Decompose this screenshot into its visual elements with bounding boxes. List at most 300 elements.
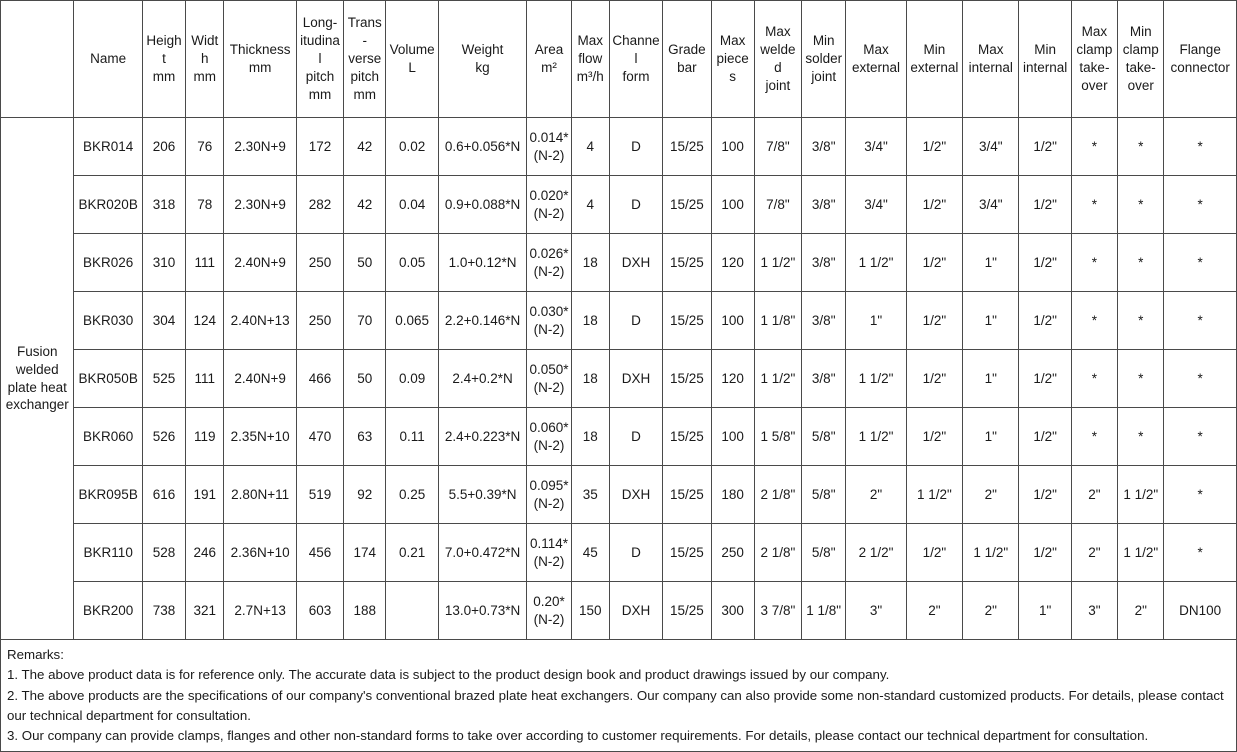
- header-area: [527, 1, 571, 118]
- table-header: [1, 1, 1237, 118]
- cell-transverse-pitch: 63: [344, 408, 386, 466]
- cell-min-solder-joint: 5/8": [802, 408, 846, 466]
- cell-name: BKR020B: [74, 176, 142, 234]
- cell-grade: 15/25: [663, 466, 711, 524]
- header-line: internal: [968, 60, 1013, 75]
- cell-longitudinal-pitch: 250: [296, 234, 343, 292]
- cell-channel-form: D: [609, 408, 662, 466]
- cell-height: 525: [142, 350, 185, 408]
- cell-max-internal: 1": [963, 350, 1019, 408]
- table-body: [1, 118, 1237, 640]
- cell-max-pieces: 100: [711, 292, 754, 350]
- header-line: verse: [348, 51, 382, 67]
- cell-area: [527, 118, 571, 176]
- header-line: form: [622, 68, 650, 84]
- header-height: [142, 1, 185, 118]
- cell-max-pieces: 250: [711, 524, 754, 582]
- remarks-section: [0, 640, 1237, 752]
- header-line: Weight: [461, 42, 504, 58]
- cell-transverse-pitch: 174: [344, 524, 386, 582]
- cell-min-external: 1/2": [906, 176, 962, 234]
- cell-width: 111: [186, 234, 224, 292]
- cell-min-external: 1/2": [906, 524, 962, 582]
- cell-channel-form: D: [609, 118, 662, 176]
- cell-height: 318: [142, 176, 185, 234]
- cell-line: 0.014*: [529, 129, 569, 145]
- cell-line: 0.020*: [529, 187, 569, 203]
- cell-channel-form: DXH: [609, 234, 662, 292]
- cell-min-internal: 1/2": [1019, 292, 1071, 350]
- cell-min-clamp: 2": [1118, 582, 1164, 640]
- cell-min-solder-joint: 1 1/8": [802, 582, 846, 640]
- cell-min-solder-joint: 5/8": [802, 466, 846, 524]
- cell-min-clamp: 1 1/2": [1118, 466, 1164, 524]
- header-line: external: [910, 60, 959, 75]
- cell-volume: 0.21: [386, 524, 438, 582]
- cell-max-internal: 3/4": [963, 118, 1019, 176]
- header-line: Min: [923, 42, 946, 58]
- cell-height: 526: [142, 408, 185, 466]
- table-row: [1, 582, 1237, 640]
- cell-max-clamp: *: [1071, 118, 1117, 176]
- header-max-pieces: [711, 1, 754, 118]
- cell-name: BKR030: [74, 292, 142, 350]
- cell-thickness: 2.80N+11: [224, 466, 296, 524]
- cell-thickness: 2.7N+13: [224, 582, 296, 640]
- cell-line: (N-2): [533, 379, 565, 395]
- header-row: [1, 1, 1237, 118]
- cell-height: 206: [142, 118, 185, 176]
- header-line: Max: [719, 33, 746, 49]
- cell-max-clamp: *: [1071, 234, 1117, 292]
- cell-max-clamp: *: [1071, 292, 1117, 350]
- cell-longitudinal-pitch: 282: [296, 176, 343, 234]
- header-line: joint: [765, 77, 791, 93]
- cell-flange: *: [1164, 524, 1237, 582]
- cell-name: BKR014: [74, 118, 142, 176]
- cell-grade: 15/25: [663, 524, 711, 582]
- cell-height: 528: [142, 524, 185, 582]
- cell-min-internal: 1": [1019, 582, 1071, 640]
- cell-max-external: 1 1/2": [846, 350, 906, 408]
- remark-item: 2. The above products are the specifications of our company's conventional brazed plate heat exchangers. Our company can also provide some non-standard customized products. For details, please contact our technical department for consultation.: [7, 687, 1224, 724]
- cell-transverse-pitch: 42: [344, 176, 386, 234]
- header-line: welded: [760, 42, 796, 75]
- header-line: Grade: [668, 42, 706, 58]
- header-line: bar: [677, 60, 697, 75]
- cell-thickness: 2.40N+9: [224, 350, 296, 408]
- cell-line: (N-2): [533, 495, 565, 511]
- cell-line: 0.050*: [529, 361, 569, 377]
- cell-thickness: 2.30N+9: [224, 118, 296, 176]
- cell-max-clamp: 3": [1071, 582, 1117, 640]
- header-volume: [386, 1, 438, 118]
- cell-max-pieces: 120: [711, 234, 754, 292]
- cell-line: 0.20*: [533, 593, 565, 609]
- header-corner-blank: [1, 1, 74, 118]
- cell-max-flow: 18: [571, 292, 609, 350]
- cell-min-internal: 1/2": [1019, 118, 1071, 176]
- header-line: mm: [308, 86, 332, 102]
- cell-max-flow: 4: [571, 118, 609, 176]
- header-line: Width: [191, 33, 219, 67]
- header-line: mm: [193, 68, 217, 84]
- cell-grade: 15/25: [663, 234, 711, 292]
- header-min-external: [906, 1, 962, 118]
- cell-width: 124: [186, 292, 224, 350]
- cell-max-welded-joint: 2 1/8": [754, 466, 801, 524]
- header-thickness: [224, 1, 296, 118]
- cell-line: (N-2): [533, 553, 565, 569]
- header-line: Max: [863, 42, 889, 58]
- header-line: solder: [805, 51, 843, 67]
- cell-max-external: 3/4": [846, 118, 906, 176]
- cell-max-flow: 35: [571, 466, 609, 524]
- cell-weight: 0.9+0.088*N: [438, 176, 527, 234]
- cell-min-solder-joint: 3/8": [802, 292, 846, 350]
- cell-max-clamp: *: [1071, 350, 1117, 408]
- cell-channel-form: D: [609, 292, 662, 350]
- cell-longitudinal-pitch: 470: [296, 408, 343, 466]
- cell-grade: 15/25: [663, 176, 711, 234]
- cell-width: 246: [186, 524, 224, 582]
- header-weight: [438, 1, 527, 118]
- cell-max-welded-joint: 1 1/2": [754, 350, 801, 408]
- table-row: [1, 408, 1237, 466]
- header-grade: [663, 1, 711, 118]
- header-line: m²: [541, 60, 557, 75]
- table-row: [1, 234, 1237, 292]
- cell-width: 191: [186, 466, 224, 524]
- cell-min-external: 1/2": [906, 118, 962, 176]
- cell-height: 738: [142, 582, 185, 640]
- cell-max-clamp: 2": [1071, 524, 1117, 582]
- header-line: m³/h: [576, 68, 604, 84]
- cell-volume: 0.04: [386, 176, 438, 234]
- cell-flange: *: [1164, 176, 1237, 234]
- cell-min-clamp: *: [1118, 118, 1164, 176]
- cell-width: 78: [186, 176, 224, 234]
- cell-max-external: 2 1/2": [846, 524, 906, 582]
- cell-longitudinal-pitch: 466: [296, 350, 343, 408]
- cell-max-pieces: 100: [711, 408, 754, 466]
- cell-max-flow: 18: [571, 234, 609, 292]
- cell-weight: 5.5+0.39*N: [438, 466, 527, 524]
- header-line: Volume: [389, 42, 435, 58]
- cell-volume: [386, 582, 438, 640]
- cell-flange: *: [1164, 466, 1237, 524]
- cell-width: 111: [186, 350, 224, 408]
- cell-flange: DN100: [1164, 582, 1237, 640]
- header-line: joint: [811, 68, 837, 84]
- cell-max-welded-joint: 3 7/8": [754, 582, 801, 640]
- cell-grade: 15/25: [663, 408, 711, 466]
- header-line: Area: [534, 42, 564, 58]
- cell-max-external: 1 1/2": [846, 408, 906, 466]
- cell-max-internal: 2": [963, 466, 1019, 524]
- cell-channel-form: DXH: [609, 466, 662, 524]
- cell-transverse-pitch: 50: [344, 234, 386, 292]
- header-min-clamp-take-over: [1118, 1, 1164, 118]
- header-line: clamp: [1076, 42, 1113, 58]
- cell-width: 321: [186, 582, 224, 640]
- cell-longitudinal-pitch: 456: [296, 524, 343, 582]
- header-line: pieces: [716, 51, 749, 84]
- cell-min-solder-joint: 3/8": [802, 234, 846, 292]
- header-line: L: [408, 60, 416, 75]
- cell-line: (N-2): [533, 147, 565, 163]
- cell-area: [527, 176, 571, 234]
- cell-flange: *: [1164, 350, 1237, 408]
- cell-max-welded-joint: 7/8": [754, 118, 801, 176]
- cell-min-external: 1 1/2": [906, 466, 962, 524]
- cell-line: 0.030*: [529, 303, 569, 319]
- cell-thickness: 2.40N+13: [224, 292, 296, 350]
- cell-line: (N-2): [533, 263, 565, 279]
- cell-max-internal: 1": [963, 292, 1019, 350]
- header-line: internal: [1022, 60, 1068, 75]
- header-line: Max: [765, 24, 791, 40]
- header-line: over: [1081, 77, 1108, 93]
- cell-weight: 0.6+0.056*N: [438, 118, 527, 176]
- cell-max-flow: 150: [571, 582, 609, 640]
- header-name: [74, 1, 142, 118]
- cell-grade: 15/25: [663, 292, 711, 350]
- cell-channel-form: D: [609, 176, 662, 234]
- cell-min-internal: 1/2": [1019, 350, 1071, 408]
- cell-name: BKR200: [74, 582, 142, 640]
- cell-min-solder-joint: 3/8": [802, 350, 846, 408]
- header-line: Min: [1034, 42, 1056, 58]
- cell-area: [527, 292, 571, 350]
- cell-max-clamp: *: [1071, 408, 1117, 466]
- cell-area: [527, 408, 571, 466]
- cell-min-clamp: *: [1118, 292, 1164, 350]
- cell-weight: 2.4+0.223*N: [438, 408, 527, 466]
- cell-transverse-pitch: 42: [344, 118, 386, 176]
- cell-max-external: 3/4": [846, 176, 906, 234]
- cell-line: 0.114*: [529, 535, 568, 551]
- cell-longitudinal-pitch: 250: [296, 292, 343, 350]
- header-line: Thickness: [229, 42, 291, 58]
- cell-line: 0.026*: [529, 245, 569, 261]
- cell-max-welded-joint: 1 1/2": [754, 234, 801, 292]
- cell-volume: 0.11: [386, 408, 438, 466]
- cell-transverse-pitch: 50: [344, 350, 386, 408]
- cell-thickness: 2.35N+10: [224, 408, 296, 466]
- header-longitudinal-pitch: [296, 1, 343, 118]
- cell-height: 616: [142, 466, 185, 524]
- header-line: clamp: [1122, 42, 1159, 58]
- cell-weight: 1.0+0.12*N: [438, 234, 527, 292]
- cell-weight: 13.0+0.73*N: [438, 582, 527, 640]
- cell-flange: *: [1164, 118, 1237, 176]
- cell-min-clamp: *: [1118, 234, 1164, 292]
- cell-max-internal: 1 1/2": [963, 524, 1019, 582]
- cell-line: 0.095*: [529, 477, 569, 493]
- cell-min-external: 2": [906, 582, 962, 640]
- table-row: [1, 524, 1237, 582]
- cell-transverse-pitch: 92: [344, 466, 386, 524]
- header-max-external: [846, 1, 906, 118]
- header-line: kg: [475, 60, 490, 75]
- header-transverse-pitch: [344, 1, 386, 118]
- header-line: pitch: [350, 68, 380, 84]
- header-min-solder-joint: [802, 1, 846, 118]
- cell-thickness: 2.40N+9: [224, 234, 296, 292]
- cell-min-solder-joint: 5/8": [802, 524, 846, 582]
- cell-longitudinal-pitch: 603: [296, 582, 343, 640]
- header-min-internal: [1019, 1, 1071, 118]
- header-line: mm: [353, 86, 377, 102]
- header-max-internal: [963, 1, 1019, 118]
- cell-max-external: 3": [846, 582, 906, 640]
- header-line: Max: [577, 33, 603, 49]
- header-max-flow: [571, 1, 609, 118]
- cell-min-clamp: 1 1/2": [1118, 524, 1164, 582]
- cell-max-welded-joint: 1 5/8": [754, 408, 801, 466]
- cell-thickness: 2.30N+9: [224, 176, 296, 234]
- header-line: Max: [978, 42, 1004, 58]
- cell-transverse-pitch: 188: [344, 582, 386, 640]
- cell-max-internal: 1": [963, 408, 1019, 466]
- cell-flange: *: [1164, 292, 1237, 350]
- cell-name: BKR110: [74, 524, 142, 582]
- cell-min-internal: 1/2": [1019, 466, 1071, 524]
- cell-max-pieces: 100: [711, 176, 754, 234]
- cell-height: 310: [142, 234, 185, 292]
- header-max-clamp-take-over: [1071, 1, 1117, 118]
- cell-channel-form: D: [609, 524, 662, 582]
- cell-max-pieces: 300: [711, 582, 754, 640]
- header-line: connector: [1170, 60, 1230, 75]
- table-row: [1, 176, 1237, 234]
- header-line: pitch: [305, 68, 335, 84]
- table-row: [1, 350, 1237, 408]
- cell-min-external: 1/2": [906, 292, 962, 350]
- cell-max-internal: 2": [963, 582, 1019, 640]
- header-line: mm: [152, 68, 176, 84]
- cell-name: BKR050B: [74, 350, 142, 408]
- header-line: Channel: [612, 33, 660, 67]
- cell-volume: 0.02: [386, 118, 438, 176]
- row-group-label: Fusion welded plate heat exchanger: [1, 118, 74, 640]
- cell-area: [527, 524, 571, 582]
- header-channel-form: [609, 1, 662, 118]
- header-line: external: [852, 60, 901, 75]
- cell-flange: *: [1164, 234, 1237, 292]
- cell-max-welded-joint: 7/8": [754, 176, 801, 234]
- cell-max-flow: 45: [571, 524, 609, 582]
- cell-max-pieces: 120: [711, 350, 754, 408]
- cell-max-flow: 18: [571, 408, 609, 466]
- cell-min-internal: 1/2": [1019, 234, 1071, 292]
- header-line: take-: [1079, 60, 1110, 75]
- cell-min-clamp: *: [1118, 408, 1164, 466]
- header-line: Long-: [302, 15, 338, 31]
- cell-line: 0.060*: [529, 419, 569, 435]
- cell-name: BKR060: [74, 408, 142, 466]
- cell-area: [527, 234, 571, 292]
- table-row: [1, 292, 1237, 350]
- cell-line: (N-2): [533, 437, 565, 453]
- cell-max-external: 2": [846, 466, 906, 524]
- cell-max-pieces: 100: [711, 118, 754, 176]
- cell-line: (N-2): [533, 205, 565, 221]
- cell-channel-form: DXH: [609, 350, 662, 408]
- cell-volume: 0.09: [386, 350, 438, 408]
- header-line: Flange: [1179, 42, 1221, 58]
- cell-transverse-pitch: 70: [344, 292, 386, 350]
- cell-min-internal: 1/2": [1019, 408, 1071, 466]
- header-line: over: [1127, 77, 1154, 93]
- cell-max-welded-joint: 1 1/8": [754, 292, 801, 350]
- cell-area: [527, 466, 571, 524]
- header-flange-connector: [1164, 1, 1237, 118]
- cell-volume: 0.05: [386, 234, 438, 292]
- cell-max-clamp: 2": [1071, 466, 1117, 524]
- cell-weight: 2.4+0.2*N: [438, 350, 527, 408]
- cell-grade: 15/25: [663, 582, 711, 640]
- cell-width: 119: [186, 408, 224, 466]
- cell-max-welded-joint: 2 1/8": [754, 524, 801, 582]
- cell-weight: 2.2+0.146*N: [438, 292, 527, 350]
- remark-item: 1. The above product data is for reference only. The accurate data is subject to the product design book and product drawings issued by our company.: [7, 667, 890, 683]
- cell-min-internal: 1/2": [1019, 176, 1071, 234]
- cell-name: BKR095B: [74, 466, 142, 524]
- cell-area: [527, 582, 571, 640]
- cell-min-clamp: *: [1118, 350, 1164, 408]
- cell-min-external: 1/2": [906, 350, 962, 408]
- cell-max-flow: 4: [571, 176, 609, 234]
- header-line: take-: [1125, 60, 1156, 75]
- cell-line: (N-2): [533, 611, 565, 627]
- cell-flange: *: [1164, 408, 1237, 466]
- header-line: Max: [1081, 24, 1108, 40]
- cell-name: BKR026: [74, 234, 142, 292]
- header-line: mm: [248, 60, 272, 75]
- header-line: itudinal: [300, 33, 340, 67]
- header-line: Name: [90, 51, 127, 67]
- cell-grade: 15/25: [663, 118, 711, 176]
- cell-weight: 7.0+0.472*N: [438, 524, 527, 582]
- cell-min-clamp: *: [1118, 176, 1164, 234]
- cell-max-internal: 3/4": [963, 176, 1019, 234]
- remarks-title: Remarks:: [7, 647, 64, 662]
- cell-max-flow: 18: [571, 350, 609, 408]
- cell-width: 76: [186, 118, 224, 176]
- cell-line: (N-2): [533, 321, 565, 337]
- cell-volume: 0.25: [386, 466, 438, 524]
- cell-max-internal: 1": [963, 234, 1019, 292]
- header-line: Trans-: [347, 15, 382, 49]
- table-row: [1, 466, 1237, 524]
- cell-min-internal: 1/2": [1019, 524, 1071, 582]
- cell-min-external: 1/2": [906, 234, 962, 292]
- cell-height: 304: [142, 292, 185, 350]
- header-line: Min: [1129, 24, 1152, 40]
- cell-min-solder-joint: 3/8": [802, 176, 846, 234]
- cell-volume: 0.065: [386, 292, 438, 350]
- table-row: [1, 118, 1237, 176]
- header-line: Min: [812, 33, 835, 49]
- cell-min-external: 1/2": [906, 408, 962, 466]
- cell-min-solder-joint: 3/8": [802, 118, 846, 176]
- cell-channel-form: DXH: [609, 582, 662, 640]
- cell-max-external: 1 1/2": [846, 234, 906, 292]
- cell-longitudinal-pitch: 519: [296, 466, 343, 524]
- cell-thickness: 2.36N+10: [224, 524, 296, 582]
